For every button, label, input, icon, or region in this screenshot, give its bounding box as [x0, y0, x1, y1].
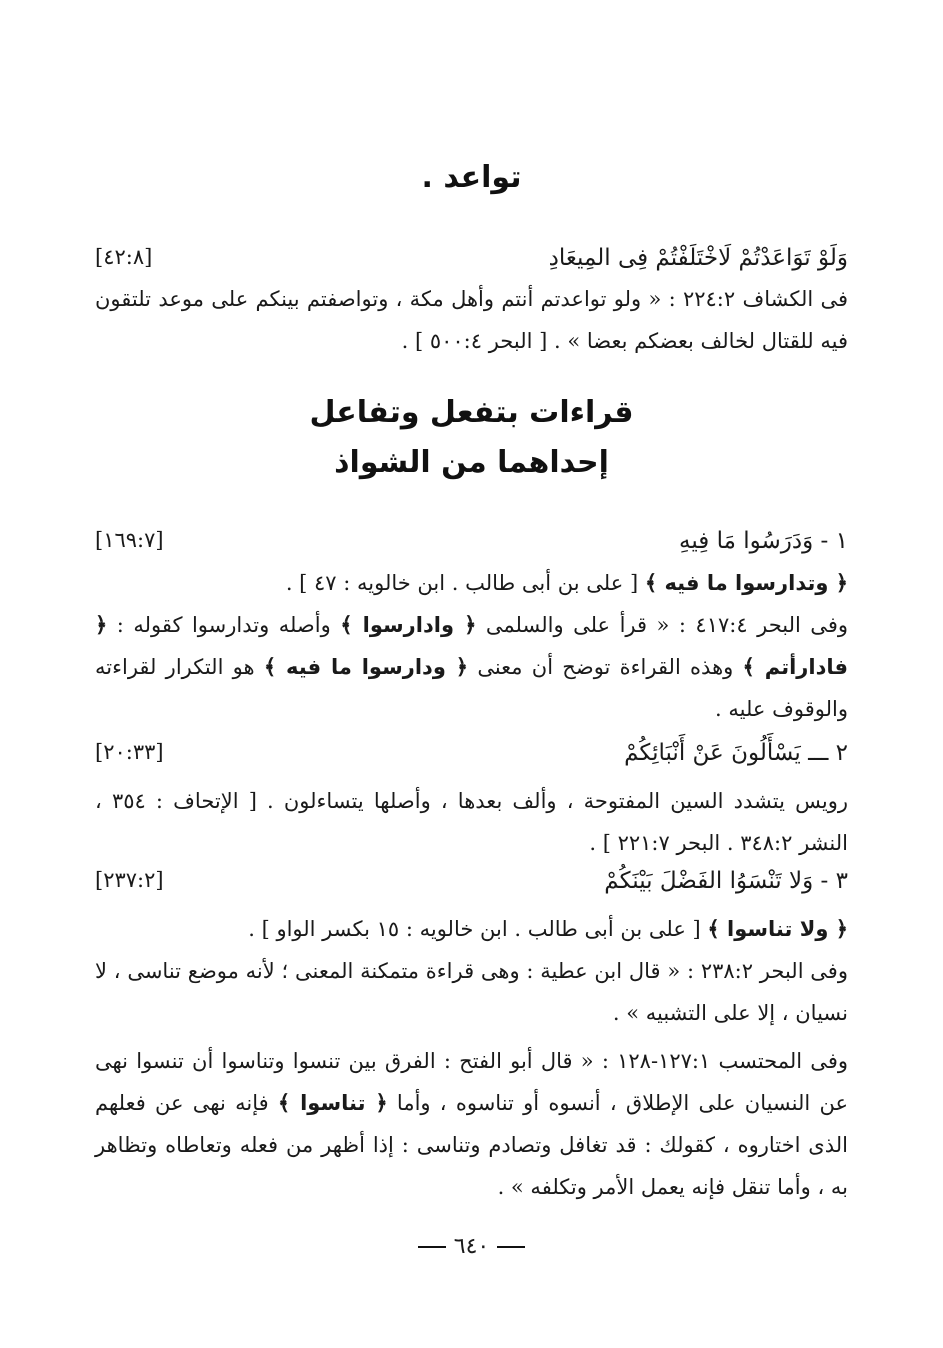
commentary-paragraph: رويس يتشدد السين المفتوحة ، وألف بعدها ، وأصلها يتساءلون . [ الإتحاف : ٣٥٤ ، النشر ٣٤٨:٢ . البحر ٢٢١:٧ ] . — [95, 789, 849, 855]
variant-reading: ﴿ وادارسوا ﴾ — [340, 613, 477, 637]
verse-reference: [٢٠:٣٣] — [95, 740, 164, 764]
variant-reading: ﴿ تناسوا ﴾ — [277, 1091, 388, 1115]
verse-reference: [٢٣٧:٢] — [95, 868, 164, 892]
commentary-paragraph — [95, 604, 848, 730]
commentary-text: هو التكرار لقراءته والوقوف عليه . — [95, 655, 848, 721]
quran-verse: وَلَوْ تَوَاعَدْتُمْ لَاخْتَلَفْتُمْ فِى المِيعَادِ — [548, 245, 848, 271]
commentary-paragraph: فى الكشاف ٢٢٤:٢ : « ولو تواعدتم أنتم وأهل مكة ، وتواصفتم بينكم على موعد تلتقون فيه للقتال لخالف بعضكم بعضا » . [ البحر ٥٠٠:٤ ] . — [95, 287, 849, 353]
section-heading: قراءات بتفعل وتفاعل — [309, 395, 634, 430]
quran-verse: ٢ ـــ يَسْأَلُونَ عَنْ أَنْبَائِكُمْ — [624, 740, 848, 766]
quran-verse: ١ - وَدَرَسُوا مَا فِيهِ — [679, 528, 848, 554]
verse-reference: [٤٢:٨] — [95, 245, 153, 269]
page-footer — [0, 1234, 943, 1259]
quran-verse: ٣ - وَلا تَنْسَوُا الفَضْلَ بَيْنَكُمْ — [604, 868, 848, 894]
commentary-text: فإنه نهى عن فعلهم الذى اختاروه ، كقولك : قد تغافل وتصادم وتناسى : إذا أظهر من فعله وتعاطاه وتظاهر به ، وأما تنقل فإنه يعمل الأمر وتكلفه » . — [95, 1091, 848, 1199]
variant-reading: ﴿ فادارأتم ﴾ — [95, 613, 848, 679]
verse-reference: [١٦٩:٧] — [95, 528, 164, 552]
section-subheading: إحداهما من الشواذ — [334, 445, 609, 480]
entry-heading: تواعد . — [421, 160, 522, 195]
reading-source: [ على بن أبى طالب . ابن خالويه : ١٥ بكسر الواو ] . — [248, 917, 708, 941]
commentary-paragraph — [95, 1040, 848, 1208]
verse-row — [95, 740, 848, 780]
commentary-paragraph: وفى البحر ٢٣٨:٢ : « قال ابن عطية : وهى قراءة متمكنة المعنى ؛ لأنه موضع تناسى ، لا نسيان ، إلا على التشبيه » . — [95, 959, 848, 1025]
variant-reading: ﴿ وتدارسوا ما فيه ﴾ — [644, 571, 848, 595]
page-number: ٦٤٠ — [453, 1234, 490, 1259]
variant-reading: ﴿ ولا تناسوا ﴾ — [707, 917, 848, 941]
footer-dash — [497, 1246, 525, 1248]
reading-line — [95, 562, 848, 604]
reading-line — [95, 908, 848, 950]
reading-source: [ على بن أبى طالب . ابن خالويه : ٤٧ ] . — [285, 571, 645, 595]
footer-dash — [418, 1246, 446, 1248]
commentary-text: وأصله وتدارسوا كقوله : — [107, 613, 341, 637]
commentary-text: وهذه القراءة توضح أن معنى — [468, 655, 743, 679]
commentary-text: وفى البحر ٤١٧:٤ : « قرأ على والسلمى — [476, 613, 848, 637]
verse-row — [95, 868, 848, 908]
variant-reading: ﴿ ودارسوا ما فيه ﴾ — [263, 655, 469, 679]
commentary-text: وفى المحتسب ١٢٧:١-١٢٨ : « قال أبو الفتح : الفرق بين تنسوا وتناسوا أن تنسوا نهى عن النسيان على الإطلاق ، أنسوه أو تناسوه ، وأما — [95, 1049, 849, 1115]
